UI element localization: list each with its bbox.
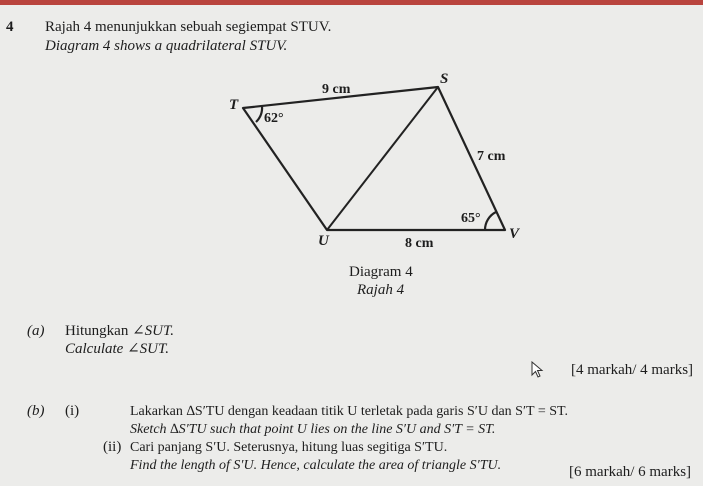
part-a-english: Calculate ∠SUT. — [65, 341, 169, 357]
part-b-ii-label: (ii) — [103, 439, 122, 455]
cursor-arrow-icon — [531, 361, 545, 379]
vertex-label-v: V — [509, 226, 520, 242]
angle-arc-t — [256, 106, 262, 122]
question-number: 4 — [6, 19, 14, 35]
part-a-marks: [4 markah/ 4 marks] — [571, 362, 694, 378]
side-label-sv: 7 cm — [477, 149, 506, 164]
part-b-label: (b) — [27, 403, 45, 419]
part-b-i-english: Sketch ∆S′TU such that point U lies on the line S′U and S′T = ST. — [130, 422, 496, 437]
part-b-ii-malay: Cari panjang S′U. Seterusnya, hitung luas segitiga S′TU. — [130, 440, 448, 455]
part-b-marks: [6 markah/ 6 marks] — [569, 464, 692, 480]
part-b-i-malay: Lakarkan ∆S′TU dengan keadaan titik U terletak pada garis S′U dan S′T = ST. — [130, 404, 569, 419]
question-intro-english: Diagram 4 shows a quadrilateral STUV. — [45, 38, 288, 54]
part-a-malay: Hitungkan ∠SUT. — [65, 323, 174, 339]
diagram-caption-english: Diagram 4 — [349, 264, 413, 280]
part-b-i-label: (i) — [65, 403, 80, 419]
vertex-label-s: S — [440, 71, 449, 87]
part-a-label: (a) — [27, 323, 45, 339]
diagonal-su — [327, 87, 438, 230]
angle-label-t: 62° — [264, 111, 284, 126]
angle-arc-v — [485, 212, 496, 230]
vertex-label-u: U — [318, 233, 329, 249]
angle-label-v: 65° — [461, 211, 481, 226]
vertex-label-t: T — [229, 97, 239, 113]
side-label-ts: 9 cm — [322, 82, 351, 97]
quadrilateral-stuv — [243, 87, 505, 230]
question-intro-malay: Rajah 4 menunjukkan sebuah segiempat STUV. — [45, 19, 332, 35]
part-b-ii-english: Find the length of S′U. Hence, calculate the area of triangle S′TU. — [130, 458, 502, 473]
side-label-uv: 8 cm — [405, 236, 434, 251]
diagram-caption-malay: Rajah 4 — [357, 282, 405, 298]
